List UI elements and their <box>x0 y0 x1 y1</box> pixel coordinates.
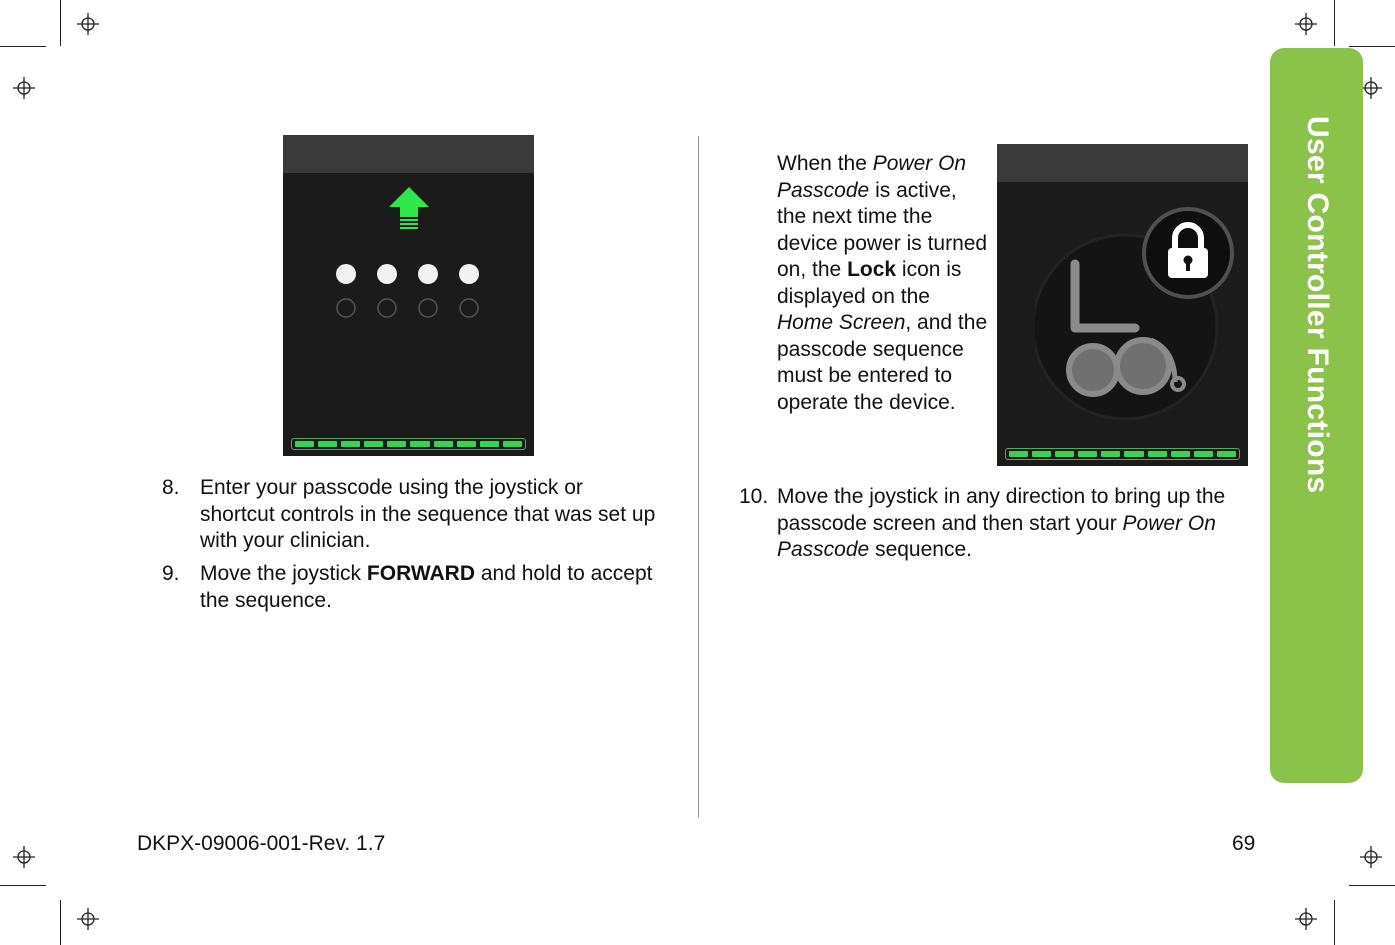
crop-mark <box>60 900 61 945</box>
registration-mark-icon <box>77 908 99 930</box>
screen-top-bar <box>283 135 534 173</box>
passcode-screen-image <box>283 135 534 456</box>
note-emphasis: Lock <box>847 258 897 281</box>
step-number: 8. <box>162 476 180 499</box>
note-text: , and the passcode sequence must be entered to operate the device. <box>777 311 988 414</box>
section-tab-label: User Controller Functions <box>1301 116 1334 494</box>
crop-mark <box>1349 885 1395 886</box>
battery-gauge <box>1005 448 1240 460</box>
registration-mark-icon <box>1295 908 1317 930</box>
document-id: DKPX-09006-001-Rev. 1.7 <box>137 832 386 855</box>
note-emphasis: Power On Passcode <box>777 152 967 202</box>
registration-mark-icon <box>13 846 35 868</box>
crop-mark <box>60 0 61 46</box>
page-number: 69 <box>1232 832 1256 855</box>
crop-mark <box>0 46 46 47</box>
note-text: icon is displayed on the <box>777 258 962 308</box>
note-text: When the <box>777 152 873 175</box>
passcode-dots <box>333 262 483 322</box>
power-on-note <box>777 151 989 416</box>
column-divider <box>698 136 699 818</box>
registration-mark-icon <box>1360 77 1382 99</box>
crop-mark <box>0 885 46 886</box>
step-text: sequence. <box>869 538 972 561</box>
emphasis-power-on-passcode: Power On Passcode <box>777 511 1216 561</box>
step-number: 10. <box>739 485 769 508</box>
lock-icon <box>1141 206 1235 300</box>
step-number: 9. <box>162 562 180 585</box>
step-8-text: Enter your passcode using the joystick or shortcut controls in the sequence that was set up with your clinician. <box>200 476 656 552</box>
step-text: Move the joystick <box>200 562 367 585</box>
step-10-text <box>777 484 1247 564</box>
registration-mark-icon <box>1295 13 1317 35</box>
step-text: Move the joystick in any direction to bring up the passcode screen and then start your <box>777 485 1226 535</box>
crop-mark <box>1334 900 1335 945</box>
emphasis-forward: FORWARD <box>366 562 476 585</box>
registration-mark-icon <box>13 77 35 99</box>
registration-mark-icon <box>77 13 99 35</box>
note-emphasis: Home Screen <box>777 311 906 334</box>
registration-mark-icon <box>1360 846 1382 868</box>
screen-top-bar <box>997 144 1248 182</box>
home-screen-lock-image <box>997 144 1248 466</box>
crop-mark <box>1349 46 1395 47</box>
battery-gauge <box>291 438 526 450</box>
step-9-text <box>200 561 658 614</box>
forward-arrow-icon <box>389 187 429 233</box>
note-text: is active, the next time the device power is turned on, the <box>777 178 988 281</box>
step-text: and hold to accept the sequence. <box>200 562 653 612</box>
crop-mark <box>1334 0 1335 46</box>
